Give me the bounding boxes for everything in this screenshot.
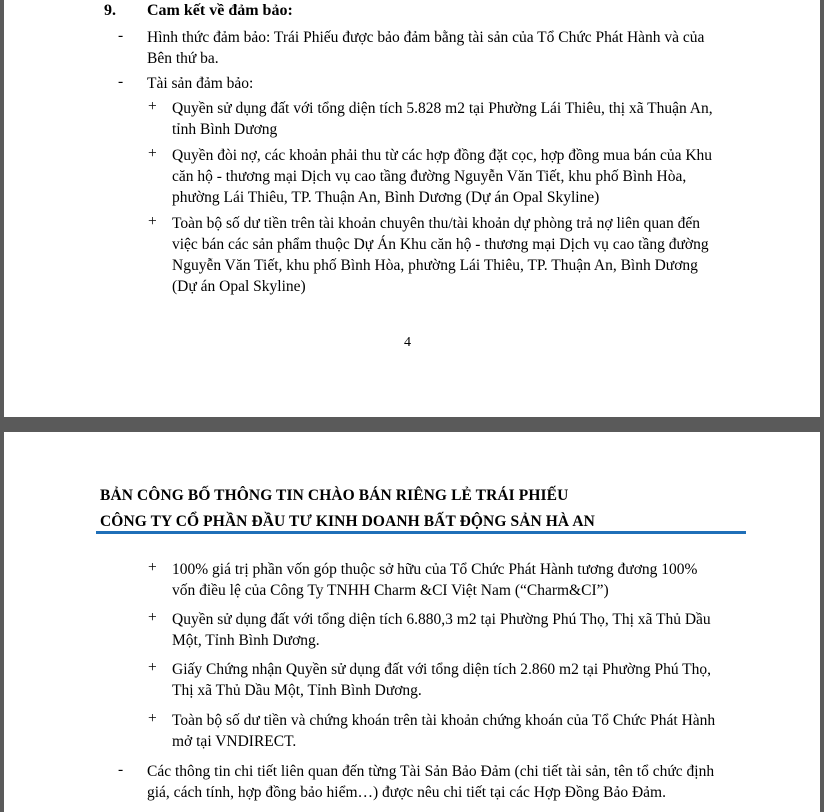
- guarantee-form-line-2: Bên thứ ba.: [147, 50, 219, 67]
- details-line-2: giá, cách tính, hợp đồng bảo hiểm…) được nêu chi tiết tại các Hợp Đồng Bảo Đảm.: [147, 784, 666, 801]
- plus-bullet: +: [148, 145, 157, 162]
- plus-bullet: +: [148, 559, 157, 576]
- guarantee-form-line-1: Hình thức đảm bảo: Trái Phiếu được bảo đảm bằng tài sản của Tổ Chức Phát Hành và của: [147, 29, 705, 46]
- dash-bullet: -: [118, 761, 124, 778]
- plus-bullet: +: [148, 710, 157, 727]
- dash-bullet: -: [118, 73, 124, 90]
- plus-bullet: +: [148, 659, 157, 676]
- plus-bullet: +: [148, 213, 157, 230]
- plus-bullet: +: [148, 98, 157, 115]
- page-number: 4: [404, 335, 411, 350]
- collateral-item-2-line-1: Quyền đòi nợ, các khoản phải thu từ các hợp đồng đặt cọc, hợp đồng mua bán của Khu: [172, 147, 713, 164]
- details-line-1: Các thông tin chi tiết liên quan đến từng Tài Sản Bảo Đảm (chi tiết tài sản, tên tổ chức định: [147, 763, 715, 780]
- collateral-item-3-line-2: việc bán các sản phẩm thuộc Dự Án Khu căn hộ - thương mại Dịch vụ cao tầng đường: [172, 236, 709, 253]
- collateral-item-1-line-1: Quyền sử dụng đất với tổng diện tích 5.828 m2 tại Phường Lái Thiêu, thị xã Thuận An,: [172, 100, 713, 117]
- plus-bullet: +: [148, 609, 157, 626]
- continued-item-1-line-1: 100% giá trị phần vốn góp thuộc sở hữu của Tổ Chức Phát Hành tương đương 100%: [172, 561, 698, 578]
- continued-item-1-line-2: vốn điều lệ của Công Ty TNHH Charm &CI Việt Nam (“Charm&CI”): [172, 582, 609, 599]
- continued-item-4-line-2: mở tại VNDIRECT.: [172, 733, 297, 750]
- header-title-line-1: BẢN CÔNG BỐ THÔNG TIN CHÀO BÁN RIÊNG LẺ TRÁI PHIẾU: [100, 487, 569, 504]
- section-title: Cam kết về đảm bảo:: [147, 2, 293, 19]
- collateral-item-2-line-2: căn hộ - thương mại Dịch vụ cao tầng đường Nguyễn Văn Tiết, khu phố Bình Hòa,: [172, 168, 687, 185]
- collateral-item-2-line-3: phường Lái Thiêu, TP. Thuận An, Bình Dương (Dự án Opal Skyline): [172, 189, 600, 206]
- collateral-item-3-line-4: (Dự án Opal Skyline): [172, 278, 306, 295]
- document-page-4: [4, 0, 820, 417]
- continued-item-3-line-1: Giấy Chứng nhận Quyền sử dụng đất với tổng diện tích 2.860 m2 tại Phường Phú Thọ,: [172, 661, 712, 678]
- continued-item-4-line-1: Toàn bộ số dư tiền và chứng khoán trên tài khoản chứng khoán của Tổ Chức Phát Hành: [172, 712, 716, 729]
- continued-item-2-line-2: Một, Tỉnh Bình Dương.: [172, 632, 320, 649]
- collateral-item-3-line-1: Toàn bộ số dư tiền trên tài khoản chuyên thu/tài khoản dự phòng trả nợ liên quan đến: [172, 215, 700, 232]
- header-title-line-2: CÔNG TY CỔ PHẦN ĐẦU TƯ KINH DOANH BẤT ĐỘNG SẢN HÀ AN: [100, 513, 595, 530]
- collateral-item-1-line-2: tỉnh Bình Dương: [172, 121, 278, 138]
- dash-bullet: -: [118, 27, 124, 44]
- continued-item-2-line-1: Quyền sử dụng đất với tổng diện tích 6.880,3 m2 tại Phường Phú Thọ, Thị xã Thủ Dầu: [172, 611, 711, 628]
- collateral-label: Tài sản đảm bảo:: [147, 75, 254, 92]
- header-rule: [96, 531, 746, 534]
- collateral-item-3-line-3: Nguyễn Văn Tiết, khu phố Bình Hòa, phường Lái Thiêu, TP. Thuận An, Bình Dương: [172, 257, 698, 274]
- section-number: 9.: [104, 2, 116, 19]
- continued-item-3-line-2: Thị xã Thủ Dầu Một, Tỉnh Bình Dương.: [172, 682, 422, 699]
